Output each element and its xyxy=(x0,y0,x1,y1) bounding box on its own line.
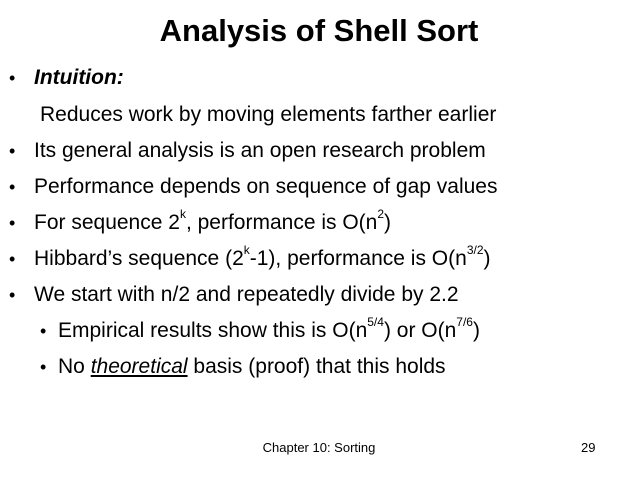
bullet-icon: • xyxy=(9,177,16,197)
text-segment: Empirical results show this is O(n xyxy=(58,319,368,342)
bullet-hibbard xyxy=(34,245,491,273)
sub-bullet-icon: • xyxy=(40,321,47,341)
intuition-text: Reduces work by moving elements farther earlier xyxy=(40,103,497,126)
superscript: 7/6 xyxy=(456,315,473,329)
slide-title: Analysis of Shell Sort xyxy=(159,13,479,48)
bullet-icon: • xyxy=(9,249,16,269)
bullet-icon: • xyxy=(9,285,16,305)
footer-page-number: 29 xyxy=(581,440,596,455)
superscript: k xyxy=(243,243,250,257)
text-segment: ) or O(n xyxy=(383,319,457,342)
text-segment: Hibbard’s sequence (2 xyxy=(34,247,244,270)
text-segment: For sequence 2 xyxy=(34,211,180,234)
footer-chapter: Chapter 10: Sorting xyxy=(262,440,376,455)
superscript: 5/4 xyxy=(367,315,384,329)
emphasized-word: theoretical xyxy=(90,355,188,378)
bullet-icon: • xyxy=(9,68,16,88)
bullet-icon: • xyxy=(9,213,16,233)
sub-bullet-empirical xyxy=(58,317,480,345)
superscript: 2 xyxy=(377,207,385,221)
text-segment: basis (proof) that this holds xyxy=(187,355,446,378)
bullet-start-n2: We start with n/2 and repeatedly divide by 2.2 xyxy=(34,283,459,306)
bullet-icon: • xyxy=(9,141,16,161)
sub-bullet-icon: • xyxy=(40,357,47,377)
text-segment: No xyxy=(58,355,91,378)
sub-bullet-theoretical xyxy=(58,353,446,381)
bullet-performance-depends: Performance depends on sequence of gap values xyxy=(34,175,498,198)
superscript: 3/2 xyxy=(466,243,484,257)
text-segment: , performance is O(n xyxy=(185,211,378,234)
intuition-label: Intuition: xyxy=(34,66,124,89)
text-segment: ) xyxy=(384,211,392,234)
superscript: k xyxy=(179,207,186,221)
bullet-general-analysis: Its general analysis is an open research problem xyxy=(34,139,486,162)
text-segment: -1), performance is O(n xyxy=(249,247,467,270)
text-segment: ) xyxy=(483,247,491,270)
bullet-sequence-2k xyxy=(34,209,391,237)
text-segment: ) xyxy=(472,319,480,342)
